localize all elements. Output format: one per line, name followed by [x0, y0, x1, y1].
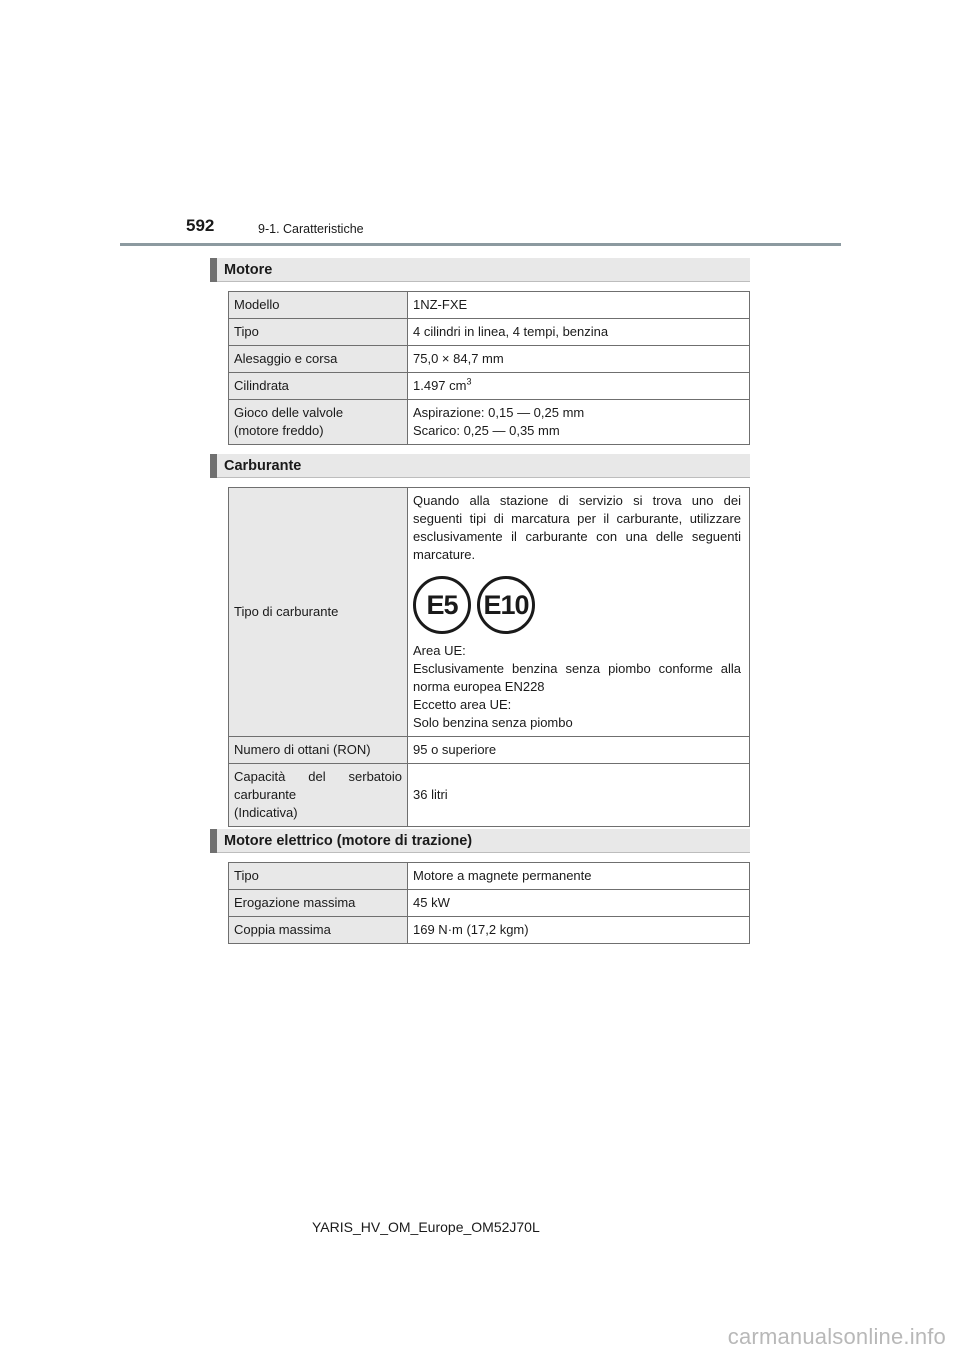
spec-value: [408, 488, 750, 737]
section-accent-bar: [210, 829, 217, 853]
spec-key: Alesaggio e corsa: [229, 346, 408, 373]
table-row: [229, 737, 750, 764]
engine-spec-table: [228, 291, 750, 445]
spec-key: Tipo: [229, 319, 408, 346]
spec-value-line: Aspirazione: 0,15 — 0,25 mm: [413, 405, 585, 420]
spec-value: [408, 373, 750, 400]
spec-key: Cilindrata: [229, 373, 408, 400]
electric-motor-spec-table: [228, 862, 750, 944]
table-row: [229, 863, 750, 890]
section-title: Carburante: [224, 458, 302, 474]
table-row: [229, 917, 750, 944]
table-row: [229, 319, 750, 346]
section-heading-fuel: [210, 454, 750, 478]
spec-key-line: (motore freddo): [234, 423, 324, 438]
spec-key: Tipo: [229, 863, 408, 890]
fuel-marking-badges: [413, 576, 741, 634]
table-row: [229, 400, 750, 445]
section-heading-electric-motor: [210, 829, 750, 853]
spec-key: Tipo di carburante: [229, 488, 408, 737]
section-reference: 9-1. Caratteristiche: [258, 222, 364, 236]
spec-value: 75,0 × 84,7 mm: [408, 346, 750, 373]
spec-key: [229, 764, 408, 827]
spec-key-line: Capacità del serbatoio carburante: [234, 769, 402, 802]
header-rule: [120, 243, 841, 246]
fuel-badge-e10-icon: E10: [477, 576, 535, 634]
spec-key: Modello: [229, 292, 408, 319]
spec-value: 169 N·m (17,2 kgm): [408, 917, 750, 944]
document-code: YARIS_HV_OM_Europe_OM52J70L: [312, 1219, 540, 1235]
spec-value: [408, 400, 750, 445]
spec-value-line: Scarico: 0,25 — 0,35 mm: [413, 423, 560, 438]
eu-area-label: Area UE:: [413, 643, 466, 658]
table-row: [229, 346, 750, 373]
section-title: Motore elettrico (motore di trazione): [224, 833, 473, 849]
spec-key: [229, 400, 408, 445]
spec-key-line: Gioco delle valvole: [234, 405, 344, 420]
fuel-badge-e5-icon: E5: [413, 576, 471, 634]
table-row: [229, 292, 750, 319]
spec-key-line: (Indicativa): [234, 805, 298, 820]
table-row: [229, 764, 750, 827]
non-eu-area-label: Eccetto area UE:: [413, 697, 512, 712]
section-title: Motore: [224, 262, 273, 278]
non-eu-area-text: Solo benzina senza piombo: [413, 715, 573, 730]
section-accent-bar: [210, 258, 217, 282]
spec-key: Erogazione massima: [229, 890, 408, 917]
section-heading-engine: [210, 258, 750, 282]
displacement-value: 1.497 cm: [413, 378, 467, 393]
spec-key: Numero di ottani (RON): [229, 737, 408, 764]
spec-value: 36 litri: [408, 764, 750, 827]
section-accent-bar: [210, 454, 217, 478]
spec-value: 4 cilindri in linea, 4 tempi, benzina: [408, 319, 750, 346]
spec-value: 95 o superiore: [408, 737, 750, 764]
page-number: 592: [186, 216, 215, 235]
eu-area-text: Esclusivamente benzina senza piombo conforme alla norma europea EN228: [413, 661, 741, 694]
spec-value: 45 kW: [408, 890, 750, 917]
fuel-intro-text: Quando alla stazione di servizio si trova uno dei seguenti tipi di marcatura per il carburante, utilizzare esclusivamente il carburante con una delle seguenti marcature.: [413, 493, 741, 562]
table-row: [229, 373, 750, 400]
table-row: [229, 890, 750, 917]
displacement-unit-superscript: 3: [466, 376, 472, 387]
spec-value: Motore a magnete permanente: [408, 863, 750, 890]
spec-value: 1NZ-FXE: [408, 292, 750, 319]
spec-key: Coppia massima: [229, 917, 408, 944]
fuel-spec-table: [228, 487, 750, 827]
watermark: carmanualsonline.info: [727, 1324, 946, 1349]
table-row: [229, 488, 750, 737]
